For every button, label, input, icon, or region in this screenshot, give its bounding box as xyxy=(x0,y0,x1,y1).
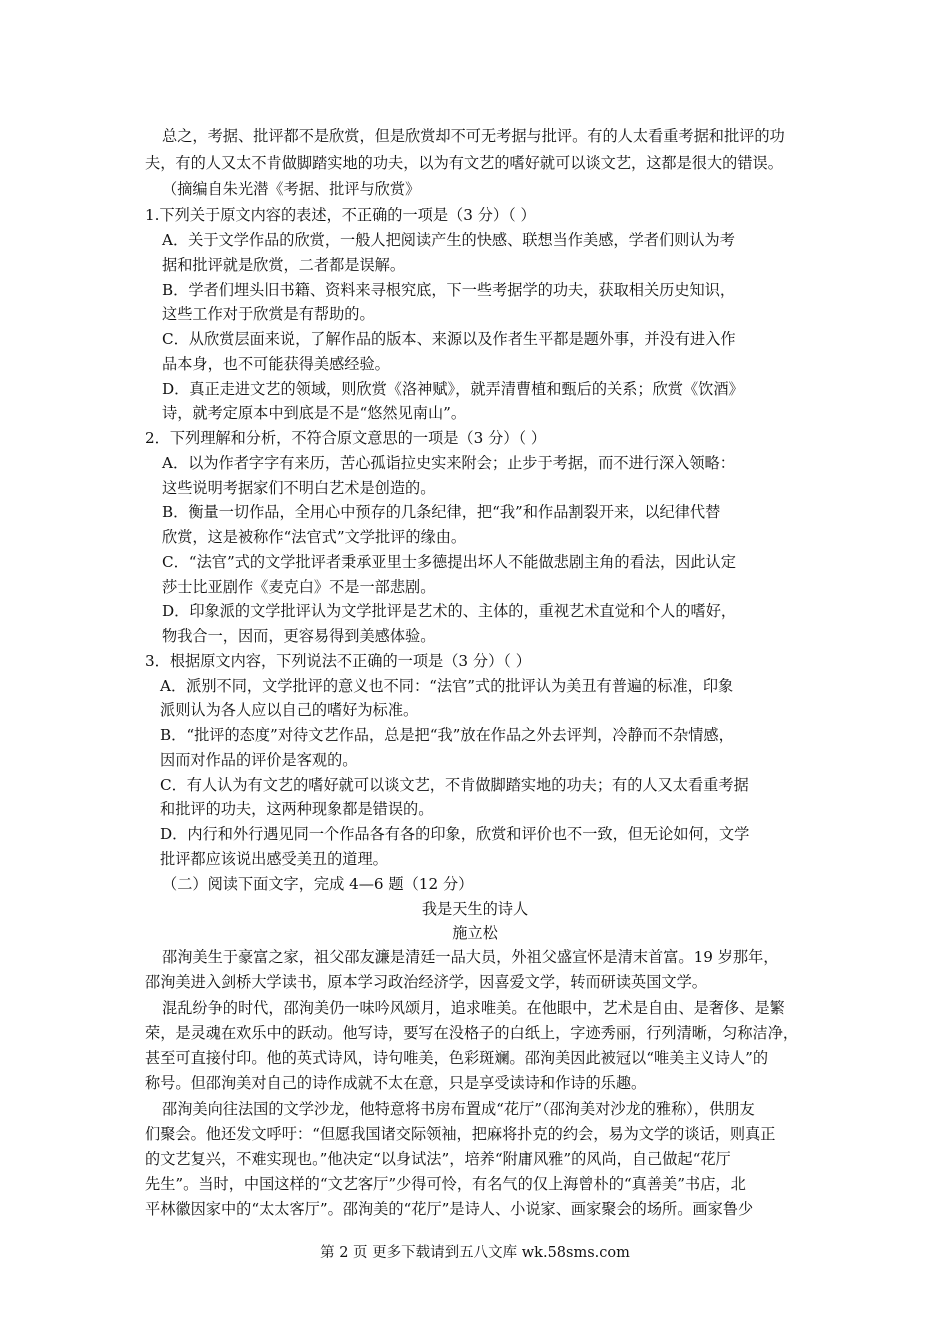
q3-option-a-cont: 派则认为各人应以自己的嗜好为标准。 xyxy=(160,701,419,719)
passage-source: （摘编自朱光潜《考据、批评与欣赏》 xyxy=(162,180,421,198)
article-line-8: 们聚会。他还发文呼吁：“但愿我国诸交际领袖，把麻将扑克的约会，易为文学的谈话，则真正 xyxy=(145,1125,776,1143)
q2-option-c-cont: 莎士比亚剧作《麦克白》不是一部悲剧。 xyxy=(162,578,436,596)
q3-option-d: D．内行和外行遇见同一个作品各有各的印象，欣赏和评价也不一致，但无论如何，文学 xyxy=(160,825,750,843)
q2-option-b: B．衡量一切作品，全用心中预存的几条纪律，把“我”和作品割裂开来，以纪律代替 xyxy=(162,503,721,521)
article-line-5: 甚至可直接付印。他的英式诗风，诗句唯美，色彩斑斓。邵洵美因此被冠以“唯美主义诗人”的 xyxy=(145,1049,769,1067)
q3-option-b-cont: 因而对作品的评价是客观的。 xyxy=(160,751,358,769)
q1-option-a: A．关于文学作品的欣赏，一般人把阅读产生的快感、联想当作美感，学者们则认为考 xyxy=(162,231,735,249)
q2-option-a-cont: 这些说明考据家们不明白艺术是创造的。 xyxy=(162,479,436,497)
article-line-10: 先生”。当时，中国这样的“文艺客厅”少得可怜，有名气的仅上海曾朴的“真善美”书店，北 xyxy=(145,1175,746,1193)
q2-option-c: C．“法官”式的文学批评者秉承亚里士多德提出坏人不能做悲剧主角的看法，因此认定 xyxy=(162,553,736,571)
article-line-9: 的文艺复兴，不难实现也。”他决定“以身试法”，培养“附庸风雅”的风尚，自己做起“花厅 xyxy=(145,1150,731,1168)
q2-stem: 2．下列理解和分析，不符合原文意思的一项是（3 分）（ ） xyxy=(145,429,547,447)
q2-option-a: A．以为作者字字有来历，苦心孤诣拉史实来附会；止步于考据，而不进行深入领略： xyxy=(162,454,735,472)
q2-option-d: D．印象派的文学批评认为文学批评是艺术的、主体的，重视艺术直觉和个人的嗜好， xyxy=(162,602,737,620)
passage-line-2: 夫，有的人又太不肯做脚踏实地的功夫，以为有文艺的嗜好就可以谈文艺，这都是很大的错误。 xyxy=(145,154,783,172)
article-line-3: 混乱纷争的时代，邵洵美仍一味吟风颂月，追求唯美。在他眼中，艺术是自由、是奢侈、是繁 xyxy=(162,999,785,1017)
q1-option-b-cont: 这些工作对于欣赏是有帮助的。 xyxy=(162,305,375,323)
article-line-6: 称号。但邵洵美对自己的诗作成就不太在意，只是享受读诗和作诗的乐趣。 xyxy=(145,1074,647,1092)
q3-option-b: B．“批评的态度”对待文艺作品，总是把“我”放在作品之外去评判，冷静而不杂情感， xyxy=(160,726,734,744)
passage-line-1: 总之，考据、批评都不是欣赏，但是欣赏却不可无考据与批评。有的人太看重考据和批评的功 xyxy=(162,127,785,145)
article-line-1: 邵洵美生于豪富之家，祖父邵友濂是清廷一品大员，外祖父盛宣怀是清末首富。19 岁那年， xyxy=(162,948,779,966)
q1-option-c-cont: 品本身，也不可能获得美感经验。 xyxy=(162,355,390,373)
article-title: 我是天生的诗人 xyxy=(421,900,529,918)
q1-option-c: C．从欣赏层面来说，了解作品的版本、来源以及作者生平都是题外事，并没有进入作 xyxy=(162,330,736,348)
q1-option-a-cont: 据和批评就是欣赏，二者都是误解。 xyxy=(162,256,405,274)
q3-option-c-cont: 和批评的功夫，这两种现象都是错误的。 xyxy=(160,800,434,818)
q1-stem: 1.下列关于原文内容的表述，不正确的一项是（3 分）（ ） xyxy=(145,206,536,224)
q3-option-a: A．派别不同，文学批评的意义也不同：“法官”式的批评认为美丑有普遍的标准，印象 xyxy=(160,677,734,695)
q3-option-c: C．有人认为有文艺的嗜好就可以谈文艺，不肯做脚踏实地的功夫；有的人又太看重考据 xyxy=(160,776,749,794)
q3-option-d-cont: 批评都应该说出感受美丑的道理。 xyxy=(160,850,388,868)
page-footer: 第 2 页 更多下载请到五八文库 wk.58sms.com xyxy=(320,1245,630,1261)
q1-option-b: B．学者们埋头旧书籍、资料来寻根究底，下一些考据学的功夫，获取相关历史知识， xyxy=(162,281,736,299)
q3-stem: 3．根据原文内容，下列说法不正确的一项是（3 分）（ ） xyxy=(145,652,531,670)
section2-heading: （二）阅读下面文字，完成 4—6 题（12 分） xyxy=(162,875,474,893)
q1-option-d-cont: 诗，就考定原本中到底是不是“悠然见南山”。 xyxy=(162,404,467,422)
q1-option-d: D．真正走进文艺的领域，则欣赏《洛神赋》，就弄清曹植和甄后的关系；欣赏《饮酒》 xyxy=(162,380,744,398)
article-author: 施立松 xyxy=(452,924,498,942)
article-line-11: 平林徽因家中的“太太客厅”。邵洵美的“花厅”是诗人、小说家、画家聚会的场所。画家鲁少 xyxy=(145,1200,754,1218)
article-line-2: 邵洵美进入剑桥大学读书，原本学习政治经济学，因喜爱文学，转而研读英国文学。 xyxy=(145,973,707,991)
article-line-7: 邵洵美向往法国的文学沙龙，他特意将书房布置成“花厅”（邵洵美对沙龙的雅称），供朋友 xyxy=(162,1100,755,1118)
article-line-4: 荣，是灵魂在欢乐中的跃动。他写诗，要写在没格子的白纸上，字迹秀丽，行列清晰，匀称洁净， xyxy=(145,1024,799,1042)
q2-option-d-cont: 物我合一，因而，更容易得到美感体验。 xyxy=(162,627,436,645)
q2-option-b-cont: 欣赏，这是被称作“法官式”文学批评的缘由。 xyxy=(162,528,467,546)
